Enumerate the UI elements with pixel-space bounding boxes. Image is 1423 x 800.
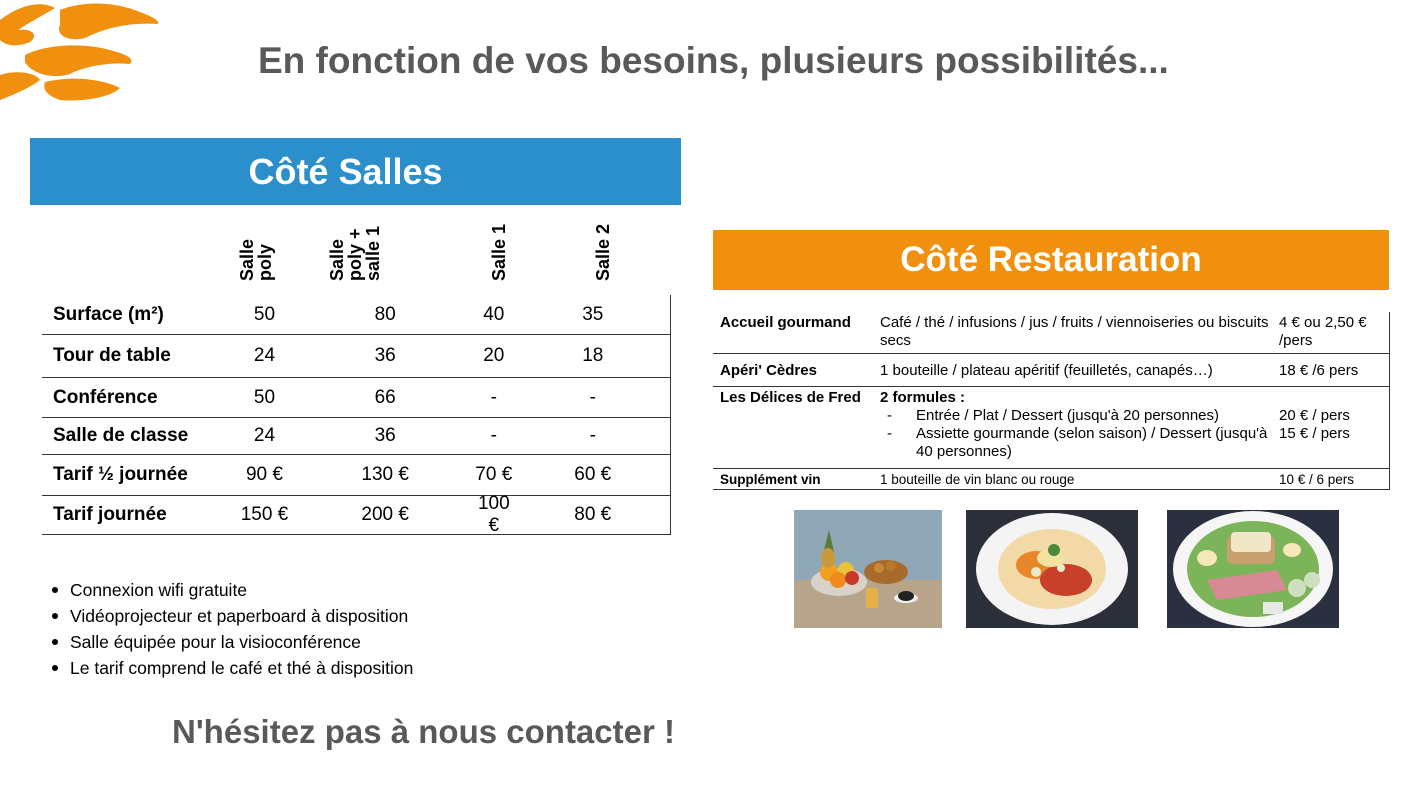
offer-name: Apéri' Cèdres xyxy=(720,361,817,379)
list-item xyxy=(52,577,413,603)
formula-text: Entrée / Plat / Dessert (jusqu'à 20 personnes) xyxy=(916,407,1220,424)
table-row xyxy=(42,295,670,335)
formula-item xyxy=(880,407,1276,425)
row-label: Surface (m²) xyxy=(53,303,164,325)
table-cell: - xyxy=(589,386,596,408)
offer-price: 20 € / pers xyxy=(1279,407,1350,424)
list-item-text: Connexion wifi gratuite xyxy=(70,580,248,600)
formula-text: Assiette gourmande (selon saison) / Dessert (jusqu'à 40 personnes) xyxy=(916,425,1268,460)
contact-call-to-action: N'hésitez pas à nous contacter ! xyxy=(172,713,675,750)
rooms-table-body xyxy=(42,295,671,535)
table-row xyxy=(42,455,670,496)
offer-price: 15 € / pers xyxy=(1279,425,1350,442)
offer-price: 4 € ou 2,50 € /pers xyxy=(1279,314,1367,349)
table-cell: - xyxy=(490,386,497,408)
logo xyxy=(0,0,165,105)
table-cell: 90 € xyxy=(245,464,283,485)
table-cell: 36 xyxy=(374,425,396,446)
table-cell: 50 xyxy=(253,303,276,325)
offer-description: 1 bouteille de vin blanc ou rouge xyxy=(880,471,1075,487)
table-cell: 50 xyxy=(253,386,276,408)
offer-description: Café / thé / infusions / jus / fruits / viennoiseries ou biscuits secs xyxy=(880,314,1269,349)
salles-heading: Côté Salles xyxy=(248,150,443,192)
table-cell: 66 xyxy=(374,386,396,408)
table-cell: 60 € xyxy=(574,464,612,485)
row-label: Tarif ½ journée xyxy=(53,464,188,485)
row-label: Conférence xyxy=(53,386,158,408)
table-cell: 24 xyxy=(253,345,276,366)
table-row xyxy=(42,378,670,418)
table-cell: 40 xyxy=(483,303,505,325)
table-cell: 130 € xyxy=(361,464,409,485)
offer-price: 18 € /6 pers xyxy=(1279,361,1359,379)
dash-icon: - xyxy=(887,407,892,424)
table-cell: 24 xyxy=(253,425,276,446)
column-header: Salle 1 xyxy=(489,223,509,281)
bullet-icon xyxy=(52,587,58,593)
offer-description: 1 bouteille / plateau apéritif (feuilletés, canapés…) xyxy=(880,361,1213,379)
list-item xyxy=(52,603,413,629)
table-cell: 18 xyxy=(582,345,604,366)
column-header: Salle poly xyxy=(237,238,275,281)
salles-heading-band xyxy=(30,138,681,205)
rooms-table-header xyxy=(42,210,671,295)
offer-price-block xyxy=(1276,389,1388,468)
table-row xyxy=(713,469,1389,490)
rooms-table xyxy=(42,210,671,535)
offer-description: 2 formules : xyxy=(880,389,966,406)
bullet-icon xyxy=(52,639,58,645)
offer-name: Accueil gourmand xyxy=(720,314,851,331)
page-title: En fonction de vos besoins, plusieurs possibilités... xyxy=(258,40,1169,81)
list-item-text: Salle équipée pour la visioconférence xyxy=(70,632,361,652)
row-label: Tour de table xyxy=(53,345,171,366)
features-list xyxy=(52,577,413,681)
table-row xyxy=(42,493,670,536)
table-cell: 80 xyxy=(374,303,396,325)
restauration-table xyxy=(713,312,1390,490)
row-label: Salle de classe xyxy=(53,425,189,446)
list-item xyxy=(52,629,413,655)
offer-description-block xyxy=(880,389,1276,468)
fruit-basket-photo xyxy=(794,510,942,628)
column-header: Salle poly + salle 1 xyxy=(327,225,383,281)
offer-name: Les Délices de Fred xyxy=(720,389,861,406)
table-cell: 20 xyxy=(483,345,505,366)
bullet-icon xyxy=(52,665,58,671)
column-header: Salle 2 xyxy=(593,223,613,281)
list-item-text: Le tarif comprend le café et thé à disposition xyxy=(70,658,414,678)
table-row xyxy=(42,418,670,455)
restauration-heading-band xyxy=(713,230,1389,290)
table-cell: 100 € xyxy=(477,493,510,536)
formula-item xyxy=(880,425,1276,461)
dash-icon: - xyxy=(887,425,892,442)
table-cell: - xyxy=(589,425,596,446)
restauration-heading: Côté Restauration xyxy=(900,240,1202,279)
salad-plate-photo xyxy=(1167,510,1339,628)
list-item xyxy=(52,655,413,681)
list-item-text: Vidéoprojecteur et paperboard à disposition xyxy=(70,606,409,626)
table-cell: 150 € xyxy=(240,504,289,525)
table-cell: 200 € xyxy=(361,504,409,525)
table-row xyxy=(42,335,670,378)
table-row xyxy=(713,312,1389,354)
tomato-plate-photo xyxy=(966,510,1138,628)
offer-name: Supplément vin xyxy=(720,471,821,487)
row-label: Tarif journée xyxy=(53,504,167,525)
table-cell: 80 € xyxy=(574,504,612,525)
table-row xyxy=(713,387,1389,469)
table-cell: 35 xyxy=(582,303,604,325)
offer-price: 10 € / 6 pers xyxy=(1279,471,1355,487)
table-cell: 70 € xyxy=(475,464,513,485)
table-row xyxy=(713,354,1389,387)
table-cell: 36 xyxy=(374,345,396,366)
bullet-icon xyxy=(52,613,58,619)
table-cell: - xyxy=(490,425,497,446)
